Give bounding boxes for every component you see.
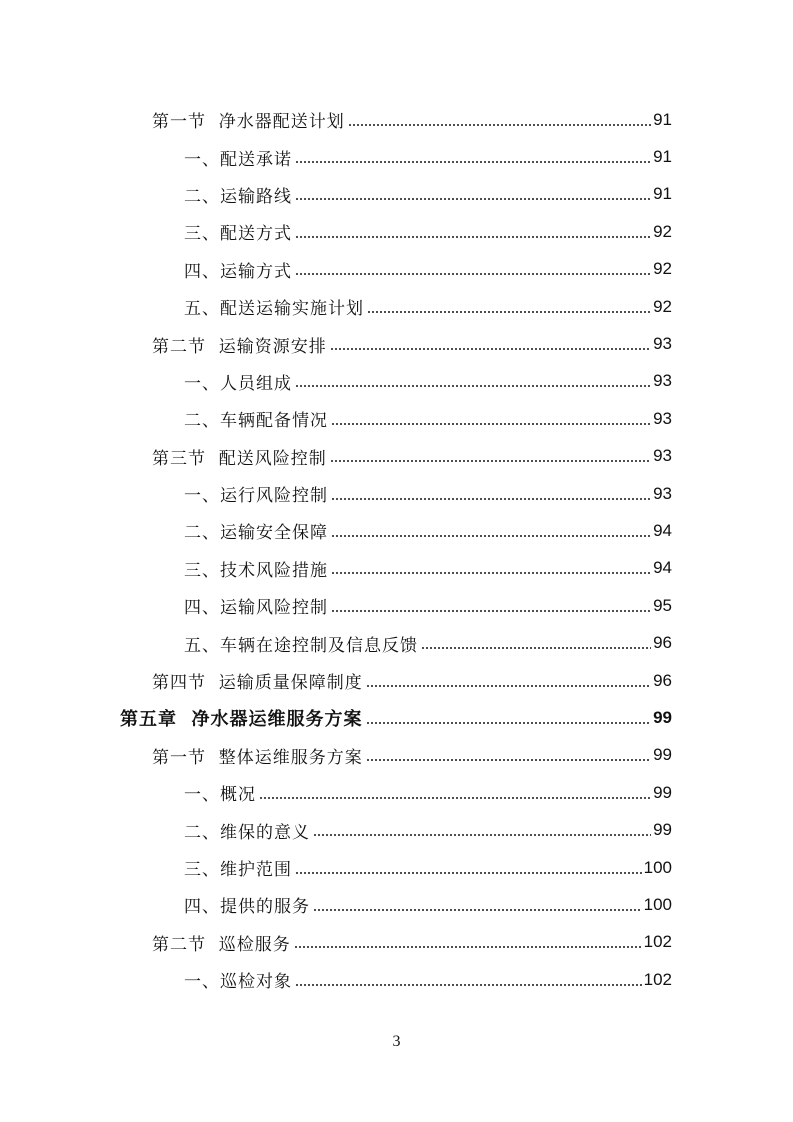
toc-section-entry[interactable] bbox=[152, 924, 672, 961]
toc-entry-page: 100 bbox=[643, 894, 672, 914]
dot-leader bbox=[421, 647, 651, 649]
toc-entry-page: 91 bbox=[653, 109, 672, 129]
toc-entry-page: 100 bbox=[643, 857, 672, 877]
toc-entry-title: 第五章 净水器运维服务方案 bbox=[120, 708, 363, 730]
toc-item-entry[interactable] bbox=[184, 774, 672, 811]
toc-entry-title: 三、技术风险措施 bbox=[184, 560, 328, 581]
toc-entry-title: 五、配送运输实施计划 bbox=[184, 299, 364, 320]
dot-leader bbox=[259, 797, 651, 799]
toc-entry-page: 91 bbox=[653, 147, 672, 167]
dot-leader bbox=[294, 946, 642, 948]
toc-entry-title: 第三节 配送风险控制 bbox=[152, 448, 327, 469]
dot-leader bbox=[330, 348, 651, 350]
toc-entry-title: 第一节 净水器配送计划 bbox=[152, 112, 345, 133]
dot-leader bbox=[331, 423, 651, 425]
toc-entry-title: 二、维保的意义 bbox=[184, 822, 310, 843]
dot-leader bbox=[366, 722, 652, 724]
dot-leader bbox=[295, 872, 642, 874]
toc-entry-page: 99 bbox=[653, 707, 672, 727]
dot-leader bbox=[313, 834, 651, 836]
toc-entry-page: 102 bbox=[643, 969, 672, 989]
toc-entry-page: 96 bbox=[653, 633, 672, 653]
dot-leader bbox=[366, 685, 651, 687]
toc-item-entry[interactable] bbox=[184, 849, 672, 886]
toc-entry-page: 93 bbox=[653, 446, 672, 466]
toc-item-entry[interactable] bbox=[184, 550, 672, 587]
dot-leader bbox=[313, 909, 642, 911]
toc-entry-page: 93 bbox=[653, 483, 672, 503]
toc-entry-page: 93 bbox=[653, 334, 672, 354]
toc-section-entry[interactable] bbox=[152, 662, 672, 699]
toc-entry-page: 94 bbox=[653, 520, 672, 540]
toc-item-entry[interactable] bbox=[184, 363, 672, 400]
dot-leader bbox=[295, 385, 651, 387]
toc-item-entry[interactable] bbox=[184, 961, 672, 998]
toc-entry-title: 第二节 巡检服务 bbox=[152, 934, 291, 955]
toc-item-entry[interactable] bbox=[184, 475, 672, 512]
toc-entry-title: 二、运输路线 bbox=[184, 186, 292, 207]
toc-entry-title: 第二节 运输资源安排 bbox=[152, 336, 327, 357]
table-of-contents bbox=[0, 101, 793, 998]
dot-leader bbox=[331, 572, 651, 574]
toc-section-entry[interactable] bbox=[152, 325, 672, 362]
toc-entry-page: 92 bbox=[653, 296, 672, 316]
toc-item-entry[interactable] bbox=[184, 251, 672, 288]
toc-chapter-entry[interactable] bbox=[120, 699, 672, 736]
toc-entry-page: 93 bbox=[653, 408, 672, 428]
toc-entry-title: 四、运输风险控制 bbox=[184, 598, 328, 619]
toc-section-entry[interactable] bbox=[152, 101, 672, 138]
dot-leader bbox=[330, 460, 651, 462]
dot-leader bbox=[331, 498, 651, 500]
dot-leader bbox=[331, 610, 651, 612]
toc-entry-title: 一、巡检对象 bbox=[184, 972, 292, 993]
toc-entry-page: 96 bbox=[653, 670, 672, 690]
toc-entry-page: 94 bbox=[653, 558, 672, 578]
toc-item-entry[interactable] bbox=[184, 811, 672, 848]
toc-entry-title: 三、维护范围 bbox=[184, 860, 292, 880]
toc-entry-page: 95 bbox=[653, 595, 672, 615]
toc-item-entry[interactable] bbox=[184, 512, 672, 549]
toc-entry-title: 五、车辆在途控制及信息反馈 bbox=[184, 635, 418, 656]
toc-entry-title: 二、车辆配备情况 bbox=[184, 411, 328, 432]
toc-entry-title: 四、提供的服务 bbox=[184, 897, 310, 918]
toc-entry-title: 第一节 整体运维服务方案 bbox=[152, 747, 363, 768]
dot-leader bbox=[295, 273, 651, 275]
toc-entry-page: 102 bbox=[643, 932, 672, 952]
toc-entry-title: 二、运输安全保障 bbox=[184, 523, 328, 544]
toc-item-entry[interactable] bbox=[184, 624, 672, 661]
toc-entry-page: 91 bbox=[653, 184, 672, 204]
toc-entry-page: 99 bbox=[653, 820, 672, 840]
toc-entry-title: 一、概况 bbox=[184, 785, 256, 806]
toc-entry-title: 三、配送方式 bbox=[184, 224, 292, 245]
toc-entry-title: 四、运输方式 bbox=[184, 261, 292, 282]
toc-entry-title: 一、配送承诺 bbox=[184, 149, 292, 170]
toc-entry-page: 92 bbox=[653, 259, 672, 279]
toc-item-entry[interactable] bbox=[184, 587, 672, 624]
toc-item-entry[interactable] bbox=[184, 138, 672, 175]
toc-entry-page: 99 bbox=[653, 745, 672, 765]
toc-section-entry[interactable] bbox=[152, 737, 672, 774]
toc-item-entry[interactable] bbox=[184, 288, 672, 325]
toc-entry-page: 93 bbox=[653, 371, 672, 391]
toc-item-entry[interactable] bbox=[184, 176, 672, 213]
toc-item-entry[interactable] bbox=[184, 886, 672, 923]
dot-leader bbox=[348, 124, 651, 126]
dot-leader bbox=[367, 311, 651, 313]
dot-leader bbox=[366, 759, 651, 761]
toc-entry-page: 92 bbox=[653, 221, 672, 241]
dot-leader bbox=[295, 161, 651, 163]
dot-leader bbox=[295, 984, 642, 986]
toc-item-entry[interactable] bbox=[184, 400, 672, 437]
dot-leader bbox=[295, 236, 651, 238]
toc-item-entry[interactable] bbox=[184, 213, 672, 250]
toc-section-entry[interactable] bbox=[152, 438, 672, 475]
toc-entry-title: 一、运行风险控制 bbox=[184, 486, 328, 507]
dot-leader bbox=[331, 535, 651, 537]
page-number: 3 bbox=[392, 1033, 401, 1050]
dot-leader bbox=[295, 198, 651, 200]
toc-entry-title: 一、人员组成 bbox=[184, 373, 292, 394]
toc-entry-title: 第四节 运输质量保障制度 bbox=[152, 673, 363, 694]
toc-entry-page: 99 bbox=[653, 782, 672, 802]
